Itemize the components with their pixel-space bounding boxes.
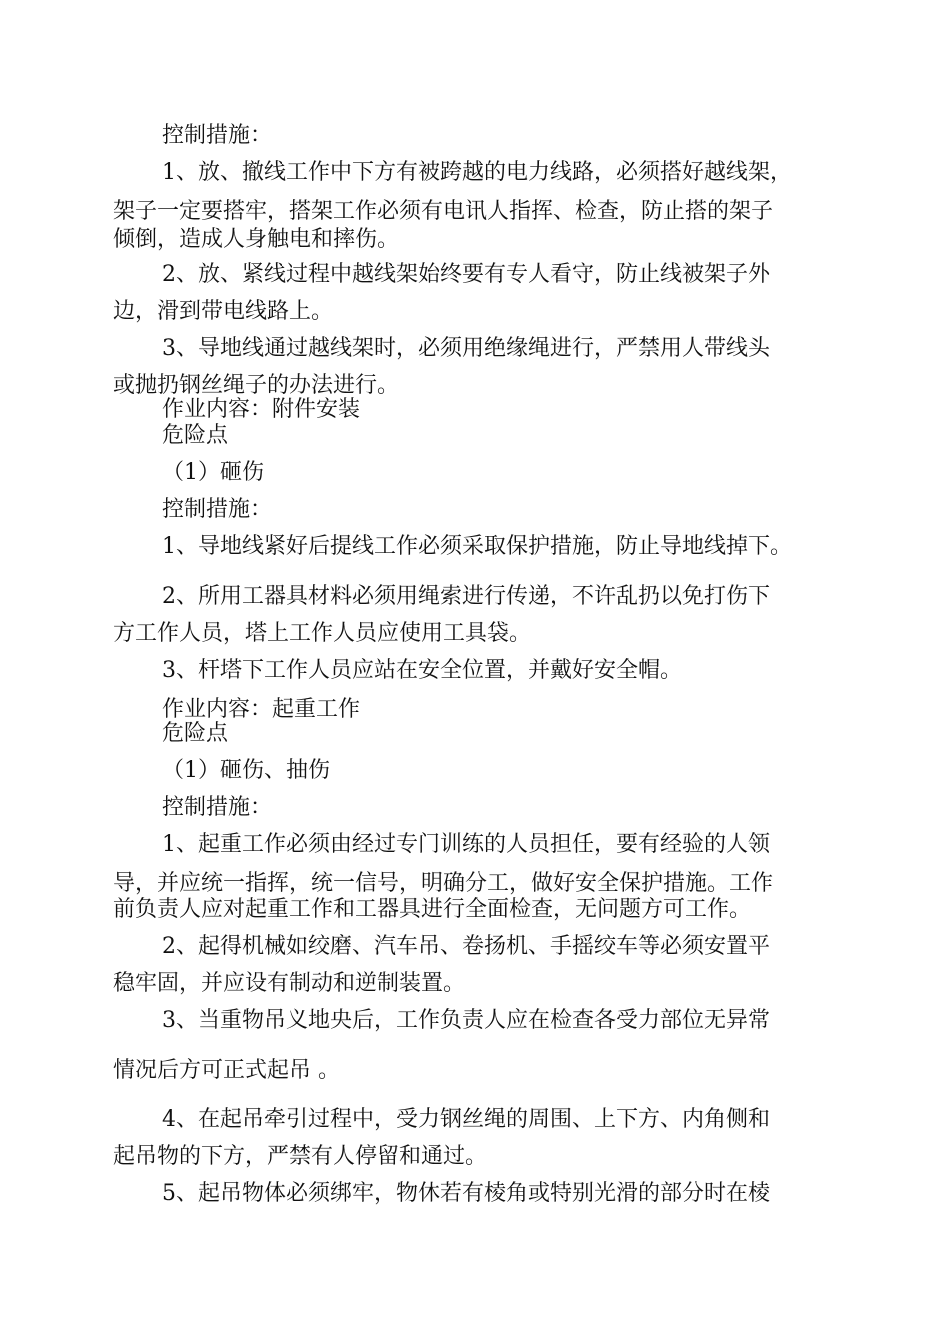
paragraph-line: 1、放、撤线工作中下方有被跨越的电力线路，必须搭好越线架， — [162, 160, 792, 185]
paragraph-line: 倾倒，造成人身触电和摔伤。 — [113, 227, 400, 252]
control-measures-heading: 控制措施： — [162, 795, 273, 820]
paragraph-line: 2、放、紧线过程中越线架始终要有专人看守，防止线被架子外 — [162, 262, 770, 287]
paragraph-line: 稳牢固，并应设有制动和逆制装置。 — [113, 971, 466, 996]
paragraph-line: 前负责人应对起重工作和工器具进行全面检查，无问题方可工作。 — [113, 897, 752, 922]
paragraph-line: 1、导地线紧好后提线工作必须采取保护措施，防止导地线掉下。 — [162, 534, 792, 559]
paragraph-line: 4、在起吊牵引过程中，受力钢丝绳的周围、上下方、内角侧和 — [162, 1107, 770, 1132]
hazard-item: （1）砸伤 — [162, 460, 264, 485]
paragraph-line: 2、起得机械如绞磨、汽车吊、卷扬机、手摇绞车等必须安置平 — [162, 934, 770, 959]
paragraph-line: 导，并应统一指挥，统一信号，明确分工，做好安全保护措施。工作 — [113, 871, 774, 896]
hazard-heading: 危险点 — [162, 721, 229, 746]
paragraph-line: 1、起重工作必须由经过专门训练的人员担任，要有经验的人领 — [162, 832, 770, 857]
paragraph-line: 边，滑到带电线路上。 — [113, 299, 334, 324]
work-content-heading: 作业内容：起重工作 — [162, 697, 361, 722]
paragraph-line: 架子一定要搭牢，搭架工作必须有电讯人指挥、检查，防止搭的架子 — [113, 199, 774, 224]
paragraph-line: 方工作人员，塔上工作人员应使用工具袋。 — [113, 621, 532, 646]
hazard-heading: 危险点 — [162, 423, 229, 448]
work-content-heading: 作业内容：附件安装 — [162, 397, 361, 422]
control-measures-heading: 控制措施： — [162, 497, 273, 522]
paragraph-line: 3、杆塔下工作人员应站在安全位置，并戴好安全帽。 — [162, 658, 682, 683]
paragraph-line: 5、起吊物体必须绑牢，物休若有棱角或特别光滑的部分时在棱 — [162, 1181, 770, 1206]
paragraph-line: 情况后方可正式起吊 。 — [113, 1058, 340, 1083]
paragraph-line: 或抛扔钢丝绳子的办法进行。 — [113, 373, 400, 398]
control-measures-heading: 控制措施： — [162, 123, 273, 148]
hazard-item: （1）砸伤、抽伤 — [162, 758, 330, 783]
paragraph-line: 3、当重物吊义地央后，工作负责人应在检查各受力部位无异常 — [162, 1008, 770, 1033]
paragraph-line: 起吊物的下方，严禁有人停留和通过。 — [113, 1144, 488, 1169]
paragraph-line: 2、所用工器具材料必须用绳索进行传递，不许乱扔以免打伤下 — [162, 584, 770, 609]
paragraph-line: 3、导地线通过越线架时，必须用绝缘绳进行，严禁用人带线头 — [162, 336, 770, 361]
